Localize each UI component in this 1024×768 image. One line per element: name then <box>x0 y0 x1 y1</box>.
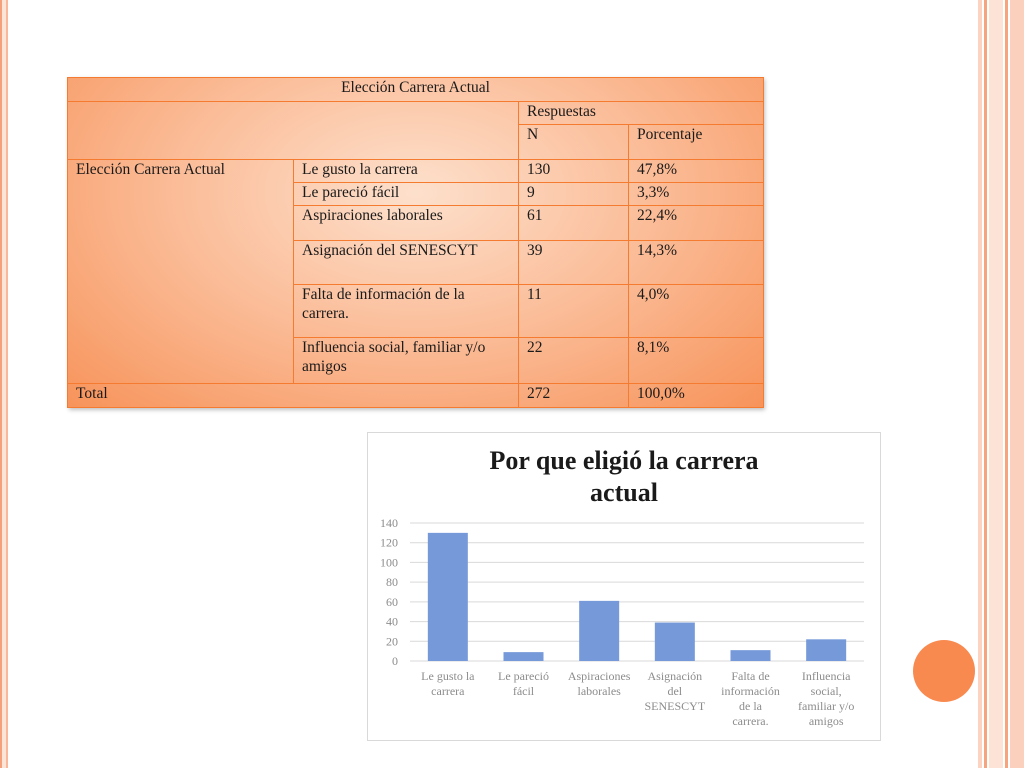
row-n: 22 <box>519 338 629 384</box>
y-tick-label: 120 <box>380 535 398 550</box>
x-tick-label: Aspiraciones laborales <box>567 669 631 698</box>
row-pct: 22,4% <box>629 206 764 241</box>
row-n: 11 <box>519 285 629 338</box>
row-pct: 8,1% <box>629 338 764 384</box>
row-label: Asignación del SENESCYT <box>294 241 519 285</box>
x-tick-label: Influencia social, familiar y/o amigos <box>798 669 855 728</box>
row-pct: 4,0% <box>629 285 764 338</box>
y-tick-label: 140 <box>380 516 398 530</box>
total-label: Total <box>68 384 519 408</box>
table-empty-header <box>68 102 519 160</box>
y-tick-label: 20 <box>386 634 398 649</box>
chart-plot <box>368 433 880 740</box>
y-tick-label: 80 <box>386 575 398 590</box>
row-pct: 14,3% <box>629 241 764 285</box>
y-tick-label: 0 <box>392 654 398 668</box>
decorative-circle <box>913 640 975 702</box>
row-n: 39 <box>519 241 629 285</box>
bar-chart <box>367 432 881 741</box>
bar <box>504 652 544 661</box>
row-n: 61 <box>519 206 629 241</box>
row-label: Le pareció fácil <box>294 183 519 206</box>
x-tick-label: Le gusto la carrera <box>421 669 475 698</box>
bar <box>579 601 619 661</box>
y-tick-label: 40 <box>386 614 398 629</box>
left-border-decoration <box>0 0 10 768</box>
total-n: 272 <box>519 384 629 408</box>
row-label: Aspiraciones laborales <box>294 206 519 241</box>
bar <box>806 639 846 661</box>
group-label: Elección Carrera Actual <box>68 160 294 384</box>
y-tick-label: 60 <box>386 594 398 609</box>
row-pct: 47,8% <box>629 160 764 183</box>
col-header-n: N <box>519 125 629 160</box>
row-n: 9 <box>519 183 629 206</box>
chart-title: Por que eligió la carrera actual <box>489 446 759 507</box>
bar <box>428 533 468 661</box>
right-border-decoration <box>978 0 1024 768</box>
bar <box>655 623 695 661</box>
results-table-container <box>67 77 763 408</box>
col-header-pct: Porcentaje <box>629 125 764 160</box>
x-tick-label: Le pareció fácil <box>498 669 549 698</box>
table-title: Elección Carrera Actual <box>68 78 764 102</box>
x-tick-label: Asignación del SENESCYT <box>644 669 706 713</box>
total-pct: 100,0% <box>629 384 764 408</box>
row-label: Le gusto la carrera <box>294 160 519 183</box>
row-n: 130 <box>519 160 629 183</box>
y-tick-label: 100 <box>380 555 398 570</box>
row-pct: 3,3% <box>629 183 764 206</box>
bar <box>731 650 771 661</box>
row-label: Falta de información de la carrera. <box>294 285 519 338</box>
responses-header: Respuestas <box>519 102 764 125</box>
results-table <box>67 77 764 408</box>
x-tick-label: Falta de información de la carrera. <box>721 669 780 728</box>
row-label: Influencia social, familiar y/o amigos <box>294 338 519 384</box>
